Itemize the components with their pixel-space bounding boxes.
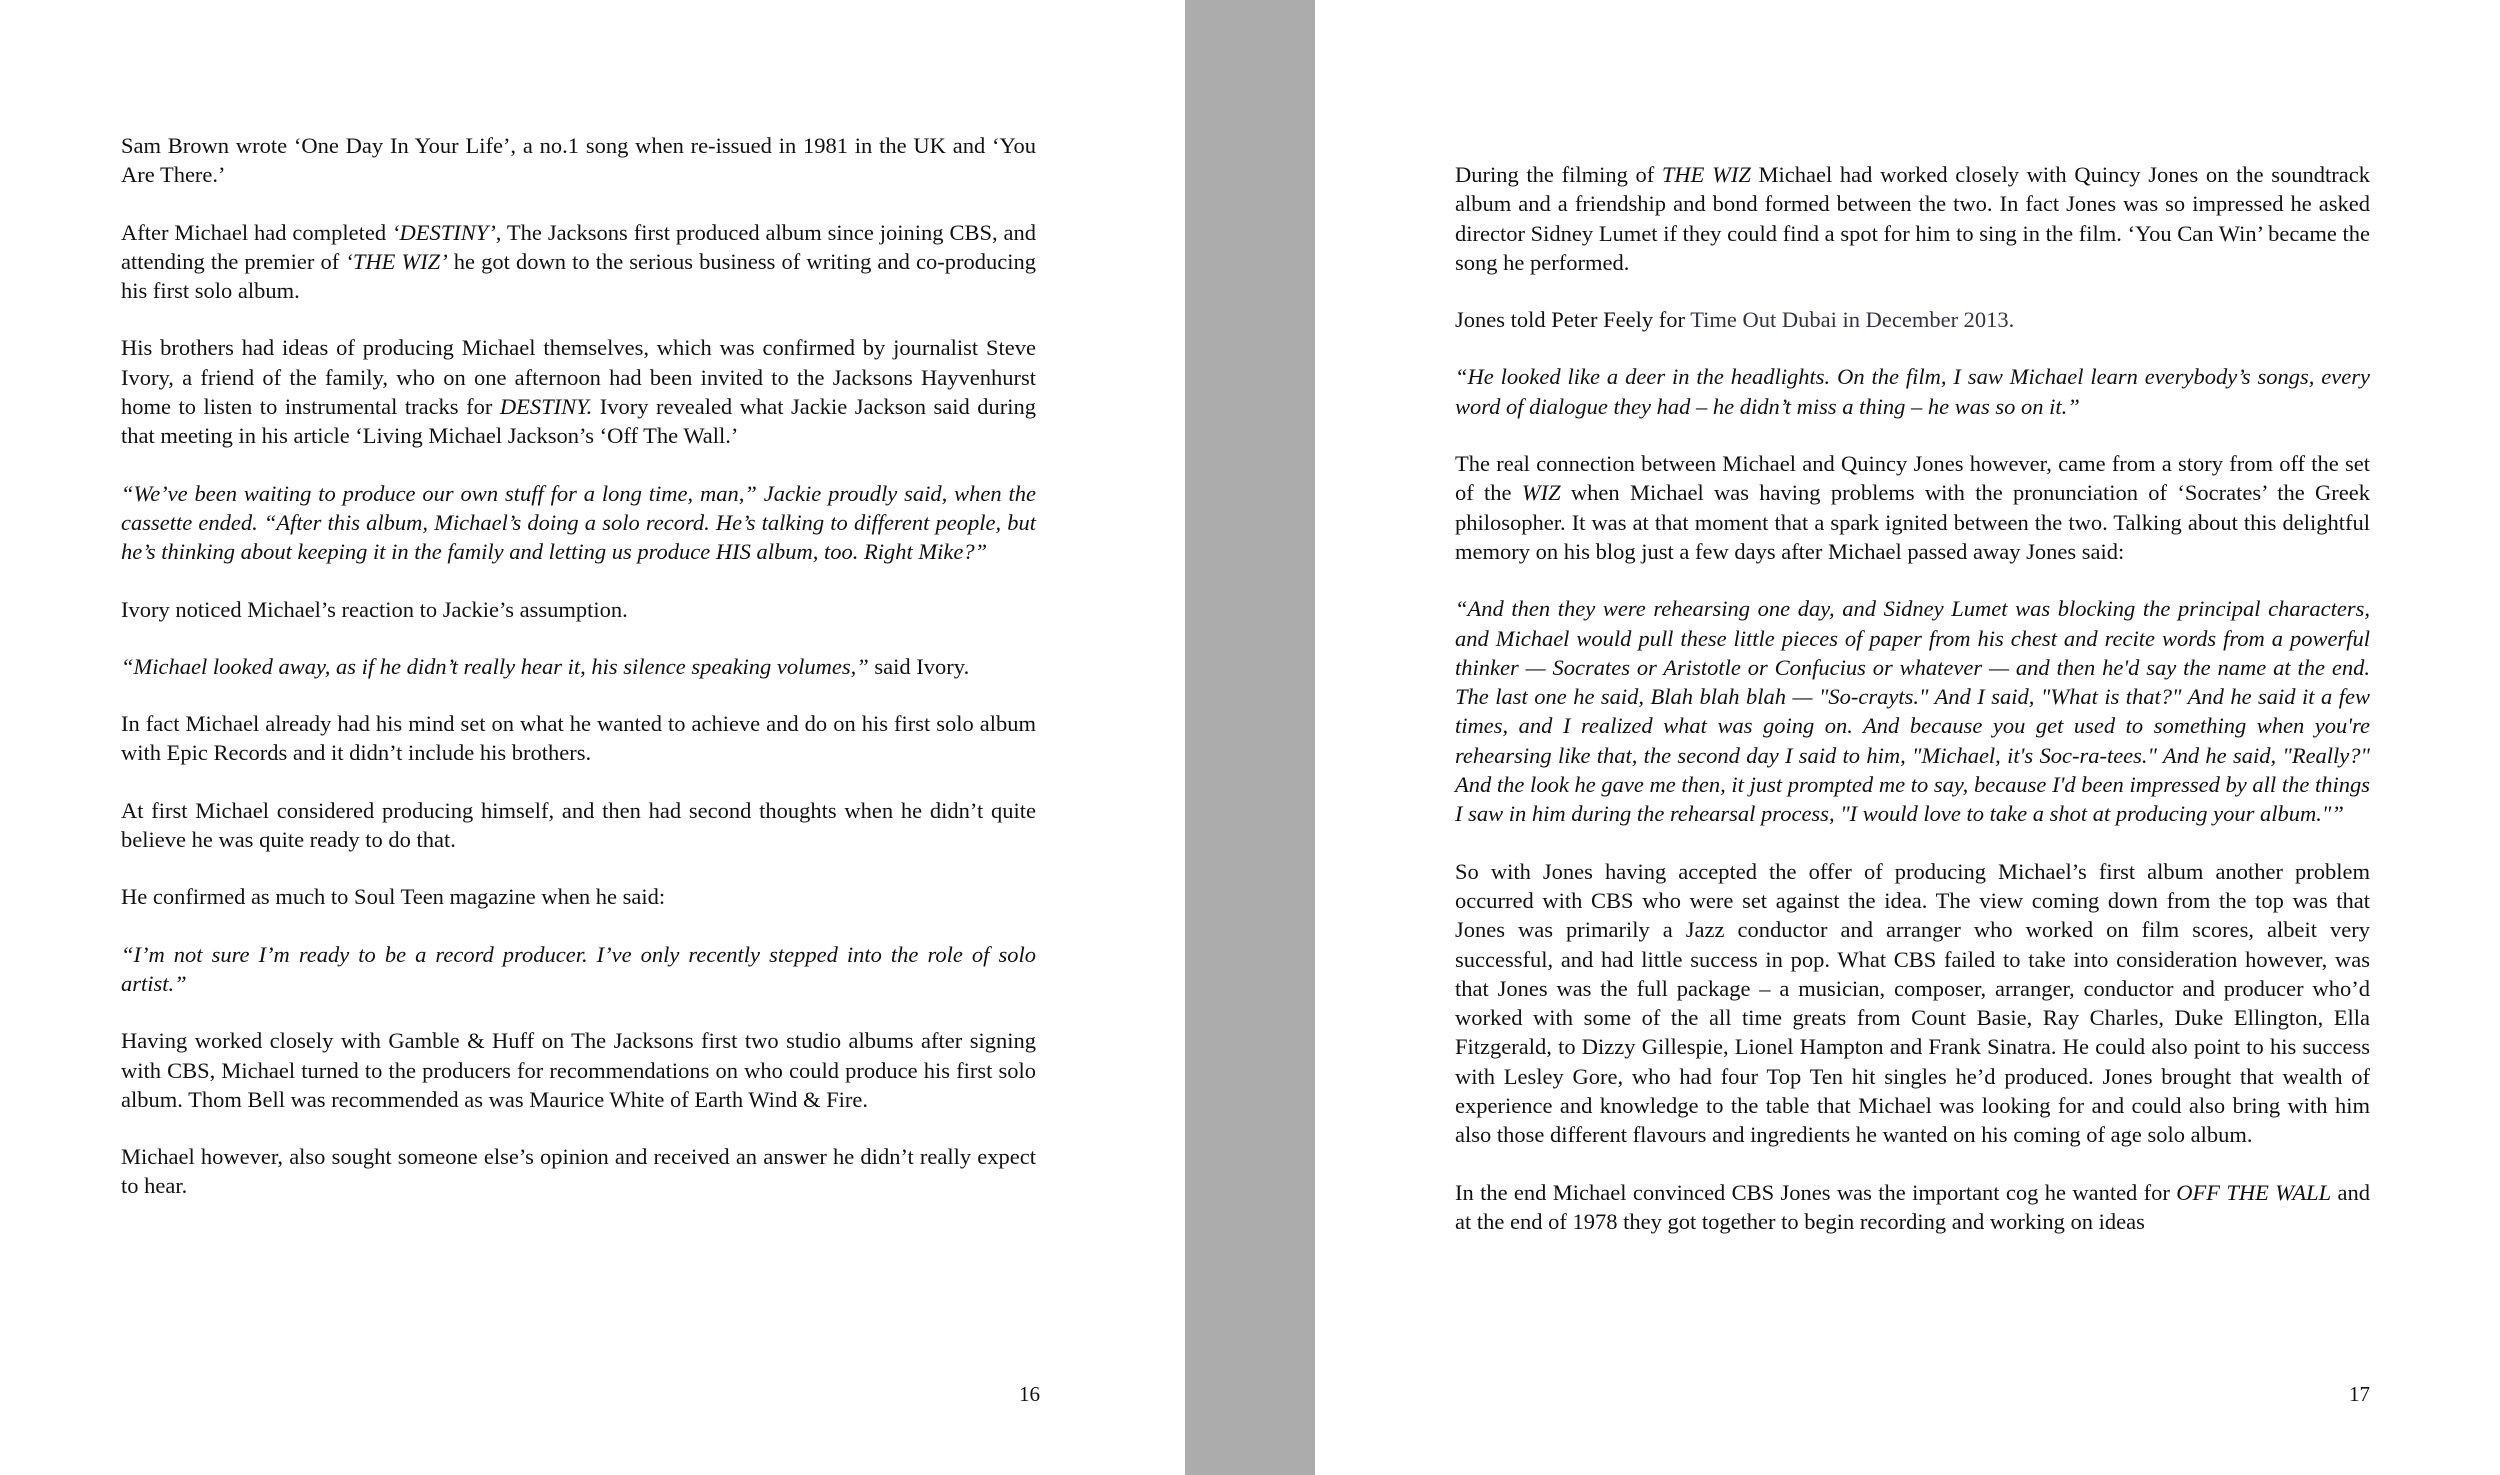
paragraph: In fact Michael already had his mind set on what he wanted to achieve and do on his first solo album with Epic Records and it didn’t include his brothers. [121,711,1036,766]
film-title: ‘THE WIZ’ [345,248,448,274]
page-number: 17 [2349,1382,2370,1406]
quote-paragraph: “Michael looked away, as if he didn’t really hear it, his silence speaking volumes,” said Ivory. [121,653,970,679]
paragraph: After Michael had completed ‘DESTINY’, The Jacksons first produced album since joining CBS, and attending the premier of ‘THE WIZ’ he got down to the serious business of writing and co-producing his first solo album. [121,219,1036,304]
right-page-body [1455,160,2370,1264]
paragraph: Michael however, also sought someone else’s opinion and received an answer he didn’t really expect to hear. [121,1144,1036,1199]
album-title: DESTINY. [499,394,593,420]
book-gutter [1185,0,1315,1475]
paragraph: During the filming of THE WIZ Michael had worked closely with Quincy Jones on the soundtrack album and a friendship and bond formed between the two. In fact Jones was so impressed he asked director Sidney Lumet if they could find a spot for him to sing in the film. ‘You Can Win’ became the song he performed. [1455,162,2370,275]
paragraph: At first Michael considered producing himself, and then had second thoughts when he didn’t quite believe he was quite ready to do that. [121,797,1036,853]
paragraph: He confirmed as much to Soul Teen magazine when he said: [121,884,666,910]
paragraph: The real connection between Michael and Quincy Jones however, came from a story from off the set of the WIZ when Michael was having problems with the pronunciation of ‘Socrates’ the Greek philosopher. It was at that moment that a spark ignited between the two. Talking about this delightful memory on his blog just a few days after Michael passed away Jones said: [1455,451,2370,564]
paragraph: Jones told Peter Feely for Time Out Dubai in December 2013. [1455,307,2015,333]
album-title: ‘DESTINY’ [392,219,496,245]
quote-paragraph: “I’m not sure I’m ready to be a record producer. I’ve only recently stepped into the role of solo artist.” [121,941,1036,996]
film-title: THE WIZ [1661,162,1751,187]
film-title: WIZ [1521,480,1561,506]
paragraph: Having worked closely with Gamble & Huff on The Jacksons first two studio albums after signing with CBS, Michael turned to the producers for recommendations on who could produce his first solo album. Thom Bell was recommended as was Maurice White of Earth Wind & Fire. [121,1028,1036,1112]
left-page [0,0,1185,1475]
page-number: 16 [1019,1382,1040,1406]
right-page [1315,0,2500,1475]
paragraph: In the end Michael convinced CBS Jones was the important cog he wanted for OFF THE WALL and at the end of 1978 they got together to begin recording and working on ideas [1455,1179,2370,1234]
paragraph: Sam Brown wrote ‘One Day In Your Life’, a no.1 song when re-issued in 1981 in the UK and ‘You Are There.’ [121,133,1036,188]
album-title: OFF THE WALL [2176,1179,2332,1205]
quote-paragraph: “And then they were rehearsing one day, and Sidney Lumet was blocking the principal characters, and Michael would pull these little pieces of paper from his chest and recite words from a powerful thinker — Socrates or Aristotle or Confucius or whatever — and then he'd say the name at the end. The last one he said, Blah blah blah — "So-crayts." And I said, "What is that?" And he said it a few times, and I realized what was going on. And because you get used to something when you're rehearsing like that, the second day I said to him, "Michael, it's Soc-ra-tees." And he said, "Really?" And the look he gave me then, it just prompted me to say, because I'd been impressed by all the things I saw in him during the rehearsal process, "I would love to take a shot at producing your album."” [1455,596,2370,827]
paragraph: So with Jones having accepted the offer of producing Michael’s first album another problem occurred with CBS who were set against the idea. The view coming down from the top was that Jones was primarily a Jazz conductor and arranger who worked on film scores, albeit very successful, and had little success in pop. What CBS failed to take into consideration however, was that Jones was the full package – a musician, composer, arranger, conductor and producer who’d worked with some of the all time greats from Count Basie, Ray Charles, Duke Ellington, Ella Fitzgerald, to Dizzy Gillespie, Lionel Hampton and Frank Sinatra. He could also point to his success with Lesley Gore, who had four Top Ten hit singles he’d produced. Jones brought that wealth of experience and knowledge to the table that Michael was looking for and could also bring with him also those different flavours and ingredients he wanted on his coming of age solo album. [1455,858,2370,1148]
paragraph: Ivory noticed Michael’s reaction to Jackie’s assumption. [121,596,628,622]
paragraph: His brothers had ideas of producing Michael themselves, which was confirmed by journalist Steve Ivory, a friend of the family, who on one afternoon had been invited to the Jacksons Hayvenhurst home to listen to instrumental tracks for DESTINY. Ivory revealed what Jackie Jackson said during that meeting in his article ‘Living Michael Jackson’s ‘Off The Wall.’ [121,335,1036,449]
quote-paragraph: “We’ve been waiting to produce our own stuff for a long time, man,” Jackie proudly said, when the cassette ended. “After this album, Michael’s doing a solo record. He’s talking to different people, but he’s thinking about keeping it in the family and letting us produce HIS album, too. Right Mike?” [121,480,1036,565]
left-page-body [121,131,1036,1229]
quote-paragraph: “He looked like a deer in the headlights. On the film, I saw Michael learn everybody’s songs, every word of dialogue they had – he didn’t miss a thing – he was so on it.” [1455,364,2370,419]
source-reference: Time Out Dubai in December 2013. [1690,307,2015,333]
